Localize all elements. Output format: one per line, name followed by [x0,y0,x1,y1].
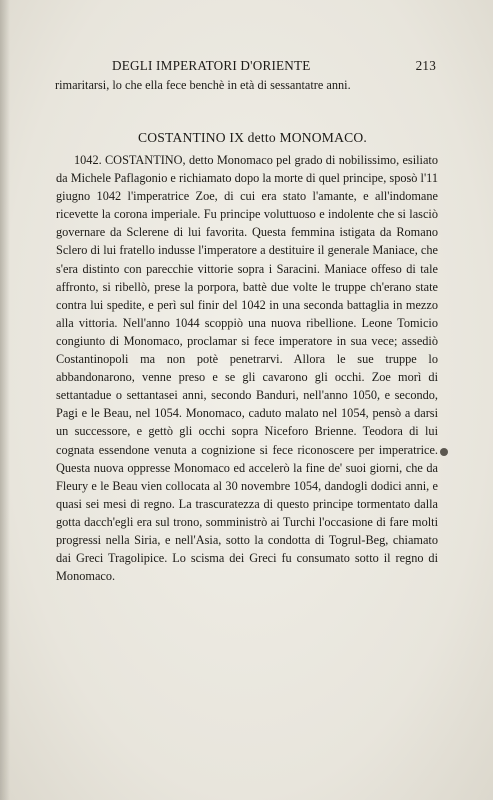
continuation-paragraph: rimaritarsi, lo che ella fece benchè in età di sessantatre anni. [55,78,351,92]
page-gutter-shadow [0,0,10,800]
section-title: COSTANTINO IX detto MONOMACO. [137,130,367,145]
running-header [112,58,436,78]
page-number: 213 [415,58,436,73]
ink-blot [440,448,448,456]
running-header-title: DEGLI IMPERATORI D'ORIENTE [112,58,311,73]
section-body-paragraph: 1042. COSTANTINO, detto Monomaco pel grado di nobilissimo, esiliato da Michele Paflagonio e richiamato dopo la morte di quel principe, sposò l'11 giugno 1042 l'imperatrice Zoe, di cui era stato l'amante, e all'indomane ricevette la corona imperiale. Fu principe voluttuoso e indolente che si lasciò governare da Sclerene di lui favorita. Questa femmina istigata da Romano Sclero di lui fratello indusse l'imperatore a destituire il generale Maniace, che s'era distinto con parecchie vittorie sopra i Saracini. Maniace offeso di tale affronto, si ribellò, prese la porpora, battè due volte le truppe ch'erano state contra lui spedite, e perì sul finir del 1042 in una seconda battaglia in mezzo alla vittoria. Nell'anno 1044 scoppiò una nuova ribellione. Leone Tomicio congiunto di Monomaco, proclamar si fece imperatore in sua vece; assediò Costantinopoli ma non potè penetrarvi. Allora le sue truppe lo abbandonarono, venne preso e se gli cavarono gli occhi. Zoe morì di settantadue o settantasei anni, secondo Banduri, nell'anno 1050, e secondo, Pagi e le Beau, nel 1054. Monomaco, caduto malato nel 1054, pensò a darsi un successore, e gettò gli occhi sopra Niceforo Brienne. Teodora di lui cognata essendone venuta a cognizione si fece riconoscere per imperatrice. Questa nuova oppresse Monomaco ed accelerò la fine de' suoi giorni, che da Fleury e le Beau vien collocata al 30 novembre 1054, dandogli dodici anni, e quasi sei mesi di regno. La trascuratezza di questo principe tormentato dalla gotta dacch'egli era sul trono, somministrò ai Turchi l'occasione di fare molti progressi nella Siria, e nell'Asia, sotto la condotta di Togrul-Beg, chiamato dai Greci Tragolipice. Lo scisma dei Greci fu consumato sotto il regno di Monomaco. [56,153,438,584]
